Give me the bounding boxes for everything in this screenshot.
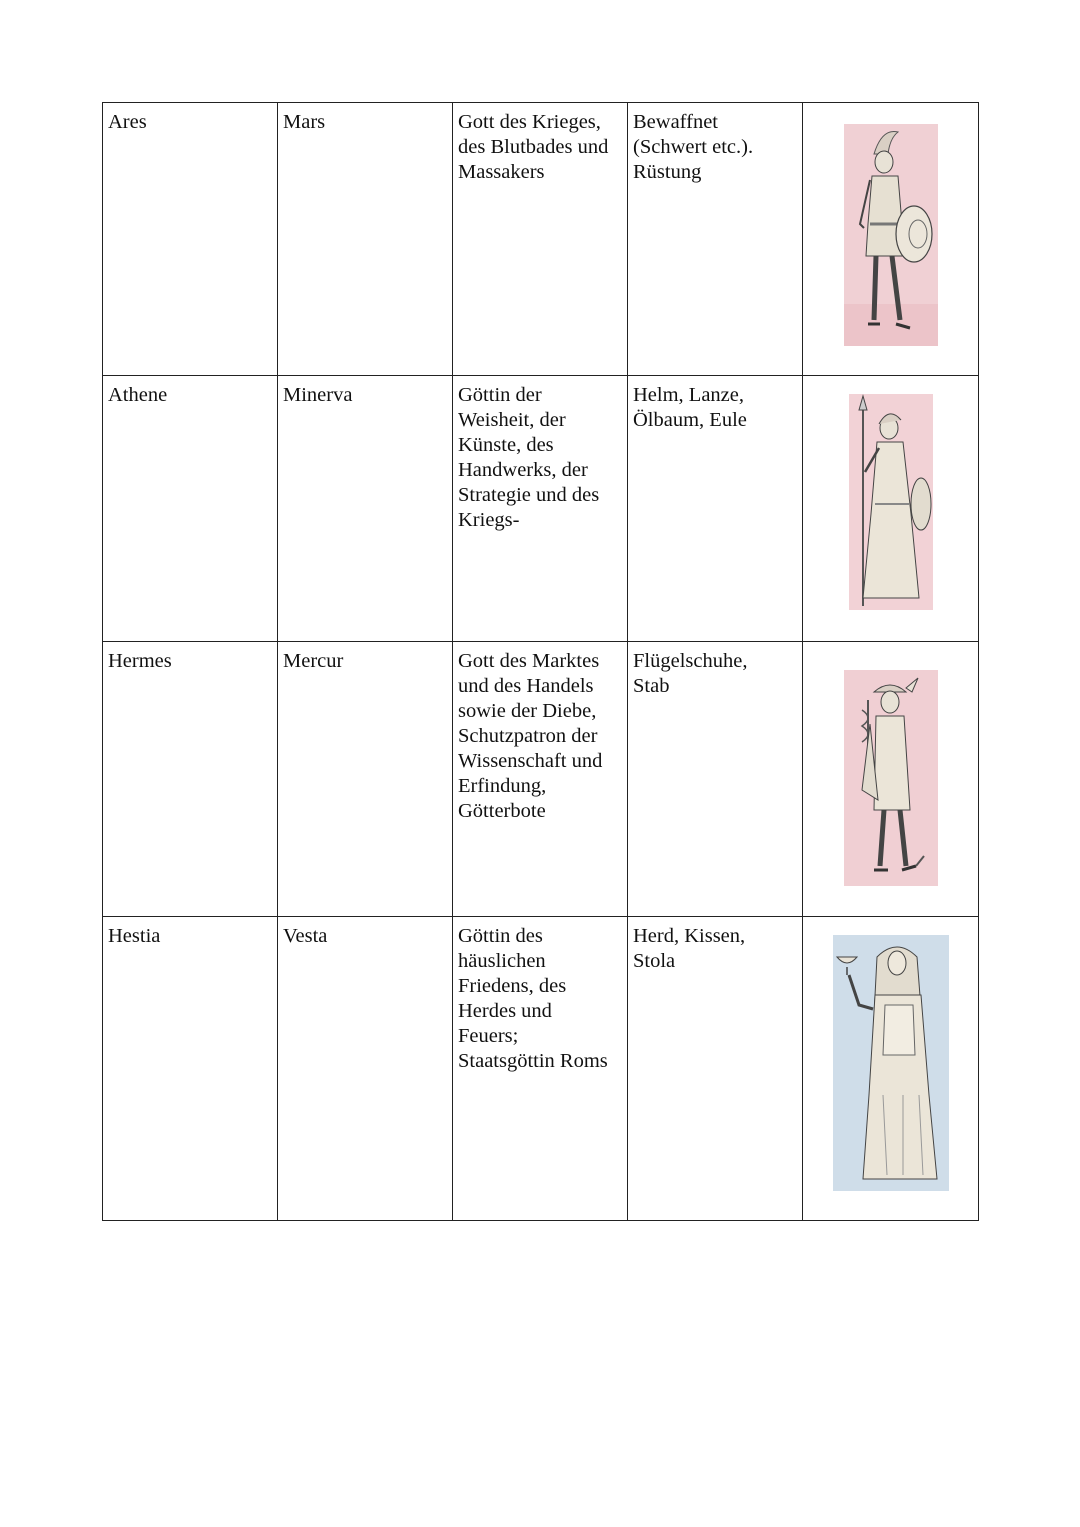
- domain-line: sowie der Diebe,: [458, 700, 597, 722]
- domain-line: Gott des Marktes: [458, 650, 600, 672]
- attributes-cell: [628, 917, 803, 1221]
- figure-cell: [803, 376, 979, 642]
- attribute-line: Stola: [633, 950, 676, 972]
- domain-line: Erfindung,: [458, 775, 547, 797]
- greek-name: Ares: [108, 111, 147, 133]
- domain-line: häuslichen: [458, 950, 546, 972]
- attribute-line: Herd, Kissen,: [633, 925, 746, 947]
- figure-cell: [803, 917, 979, 1221]
- attributes-cell: [628, 642, 803, 917]
- greek-name-cell: [103, 642, 278, 917]
- domain-line: Wissenschaft und: [458, 750, 603, 772]
- gods-table: [102, 102, 979, 1221]
- domain-line: Gott des Krieges,: [458, 111, 601, 133]
- attribute-line: Rüstung: [633, 161, 702, 183]
- domain-line: Weisheit, der: [458, 409, 566, 431]
- roman-name: Mercur: [283, 650, 344, 672]
- ares-warrior-figure: [844, 124, 938, 346]
- attribute-line: Flügelschuhe,: [633, 650, 748, 672]
- domain-line: Massakers: [458, 161, 545, 183]
- domain-line: Strategie und des: [458, 484, 600, 506]
- attribute-line: Stab: [633, 675, 670, 697]
- domain-line: und des Handels: [458, 675, 594, 697]
- roman-name-cell: [278, 103, 453, 376]
- domain-line: Kriegs-: [458, 509, 520, 531]
- athene-figure-svg: [849, 394, 933, 610]
- domain-cell: [453, 642, 628, 917]
- figure-cell: [803, 103, 979, 376]
- roman-name-cell: [278, 642, 453, 917]
- table-row: [103, 642, 979, 917]
- greek-name-cell: [103, 103, 278, 376]
- roman-name: Vesta: [283, 925, 328, 947]
- figure-cell: [803, 642, 979, 917]
- domain-line: Schutzpatron der: [458, 725, 598, 747]
- domain-line: Friedens, des: [458, 975, 567, 997]
- greek-name-cell: [103, 917, 278, 1221]
- domain-cell: [453, 376, 628, 642]
- hermes-figure: [844, 670, 938, 886]
- attribute-line: Bewaffnet: [633, 111, 719, 133]
- attributes-cell: [628, 376, 803, 642]
- domain-line: Feuers;: [458, 1025, 519, 1047]
- athene-figure: [849, 394, 933, 610]
- attribute-line: Helm, Lanze,: [633, 384, 744, 406]
- greek-name: Hestia: [108, 925, 161, 947]
- attributes-cell: [628, 103, 803, 376]
- attribute-line: (Schwert etc.).: [633, 136, 754, 158]
- table-row: [103, 917, 979, 1221]
- hestia-figure: [833, 935, 949, 1191]
- greek-name: Hermes: [108, 650, 172, 672]
- roman-name-cell: [278, 917, 453, 1221]
- roman-name-cell: [278, 376, 453, 642]
- domain-line: des Blutbades und: [458, 136, 609, 158]
- greek-name-cell: [103, 376, 278, 642]
- domain-cell: [453, 103, 628, 376]
- roman-name: Mars: [283, 111, 326, 133]
- ares-figure-svg: [844, 124, 938, 346]
- domain-line: Götterbote: [458, 800, 546, 822]
- domain-line: Künste, des: [458, 434, 554, 456]
- roman-name: Minerva: [283, 384, 353, 406]
- domain-line: Herdes und: [458, 1000, 552, 1022]
- domain-line: Handwerks, der: [458, 459, 588, 481]
- greek-name: Athene: [108, 384, 168, 406]
- domain-cell: [453, 917, 628, 1221]
- table-row: [103, 103, 979, 376]
- hestia-figure-svg: [833, 935, 949, 1191]
- domain-line: Göttin der: [458, 384, 542, 406]
- domain-line: Göttin des: [458, 925, 543, 947]
- table-row: [103, 376, 979, 642]
- attribute-line: Ölbaum, Eule: [633, 409, 747, 431]
- hermes-figure-svg: [844, 670, 938, 886]
- domain-line: Staatsgöttin Roms: [458, 1050, 608, 1072]
